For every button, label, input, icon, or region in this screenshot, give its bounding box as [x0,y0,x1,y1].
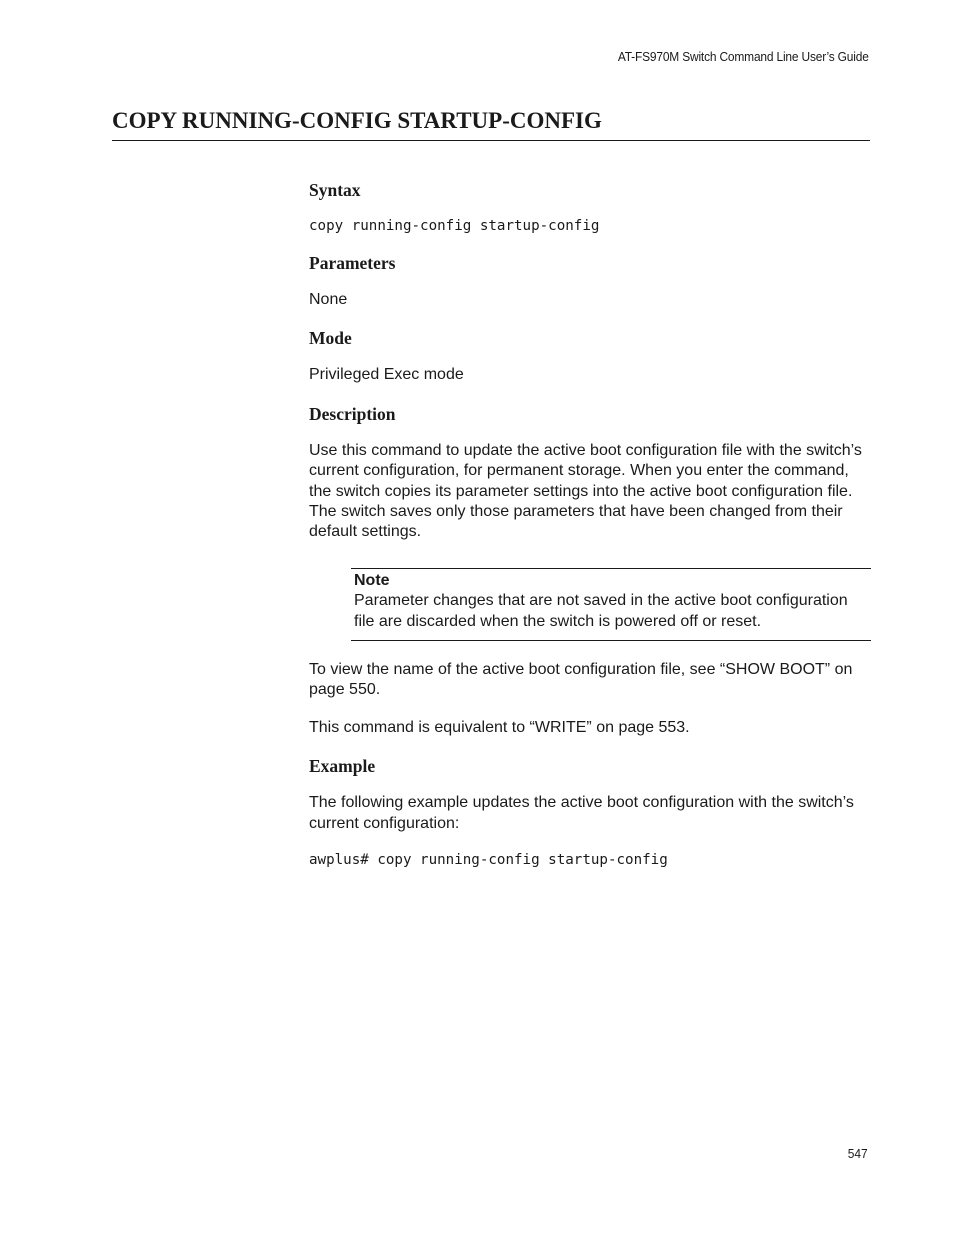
description-paragraph: Use this command to update the active boot configuration file with the switch’s current configuration, for permanent storage. When you enter the command, the switch copies its parameter settings into the active boot configuration file. The switch saves only those parameters that have been changed from their default settings. [309,441,862,541]
example-text: The following example updates the active boot configuration with the switch’s current configuration: [309,794,854,832]
syntax-command: copy running-config startup-config [309,218,600,234]
example-command: awplus# copy running-config startup-config [309,852,668,869]
description-heading: Description [309,403,396,424]
mode-text: Privileged Exec mode [309,366,464,384]
page-number: 547 [848,1146,868,1161]
command-reference-content [309,179,871,870]
running-header: AT-FS970M Switch Command Line User’s Guide [618,49,869,64]
syntax-heading: Syntax [309,180,361,200]
parameters-heading: Parameters [309,253,396,273]
show-boot-reference: To view the name of the active boot configuration file, see “SHOW BOOT” on page 550. [309,661,853,699]
note-text: Parameter changes that are not saved in the active boot configuration file are discarded when the switch is powered off or reset. [354,592,848,630]
example-heading: Example [309,756,376,777]
note-box [351,568,871,641]
write-reference: This command is equivalent to “WRITE” on page 553. [309,718,690,736]
page-title: COPY RUNNING-CONFIG STARTUP-CONFIG [112,107,870,141]
parameters-text: None [309,291,348,308]
mode-heading: Mode [309,328,352,349]
note-title: Note [354,571,390,589]
